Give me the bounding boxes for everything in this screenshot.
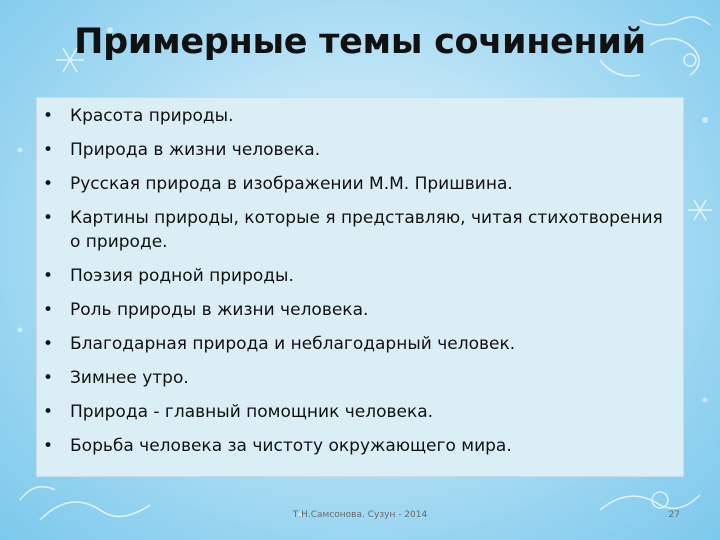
bullet-icon: • bbox=[43, 436, 54, 456]
list-item bbox=[37, 172, 677, 196]
list-item bbox=[37, 434, 677, 458]
list-item bbox=[37, 104, 677, 128]
bullet-icon: • bbox=[43, 140, 54, 160]
list-item bbox=[37, 264, 677, 288]
list-item-text: Природа - главный помощник человека. bbox=[70, 402, 434, 422]
page-number: 27 bbox=[668, 510, 680, 520]
list-item-text: Красота природы. bbox=[70, 106, 234, 126]
list-item-text: Зимнее утро. bbox=[70, 368, 189, 388]
bullet-icon: • bbox=[43, 106, 54, 126]
footer-text: Т.Н.Самсонова. Сузун - 2014 bbox=[292, 510, 428, 520]
bullet-icon: • bbox=[43, 208, 54, 228]
list-item-text: Поэзия родной природы. bbox=[70, 266, 294, 286]
bullet-icon: • bbox=[43, 266, 54, 286]
list-item bbox=[37, 400, 677, 424]
list-item bbox=[37, 298, 677, 322]
list-item-text: Русская природа в изображении М.М. Пришвина. bbox=[70, 174, 513, 194]
bullet-icon: • bbox=[43, 368, 54, 388]
list-item-text: Природа в жизни человека. bbox=[70, 140, 321, 160]
list-item-text: Благодарная природа и неблагодарный человек. bbox=[70, 334, 516, 354]
list-item-text: Роль природы в жизни человека. bbox=[70, 300, 369, 320]
list-item bbox=[37, 138, 677, 162]
list-item bbox=[37, 366, 677, 390]
topic-list bbox=[37, 104, 677, 468]
bullet-icon: • bbox=[43, 402, 54, 422]
content-box bbox=[36, 97, 684, 477]
list-item bbox=[37, 206, 677, 254]
bullet-icon: • bbox=[43, 334, 54, 354]
slide-title: Примерные темы сочинений bbox=[74, 22, 646, 62]
list-item-text: Борьба человека за чистоту окружающего мира. bbox=[70, 436, 512, 456]
bullet-icon: • bbox=[43, 174, 54, 194]
bullet-icon: • bbox=[43, 300, 54, 320]
list-item bbox=[37, 332, 677, 356]
list-item-text: Картины природы, которые я представляю, читая стихотворения о природе. bbox=[70, 208, 663, 252]
